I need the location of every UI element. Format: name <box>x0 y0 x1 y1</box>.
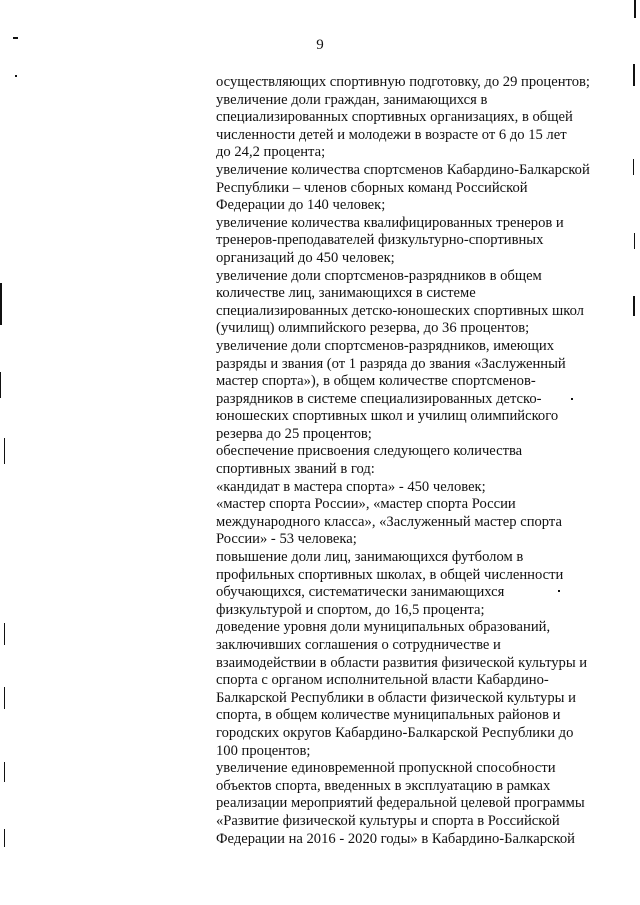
scan-mark <box>0 283 2 325</box>
text-line: разрядников в системе специализированных детско- <box>216 390 542 407</box>
text-line: тренеров-преподавателей физкультурно-спортивных <box>216 232 544 249</box>
text-line: увеличение доли спортсменов-разрядников в общем <box>216 267 542 284</box>
text-line: спортивных званий в год: <box>216 461 375 478</box>
text-line: увеличение доли граждан, занимающихся в <box>216 91 488 108</box>
text-line: увеличение количества квалифицированных тренеров и <box>216 214 564 231</box>
text-line: взаимодействии в области развития физической культуры и <box>216 654 588 671</box>
text-line: спорта, в общем количестве муниципальных районов и <box>216 707 561 724</box>
text-line: городских округов Кабардино-Балкарской Республики до <box>216 724 574 741</box>
document-body <box>216 74 626 848</box>
text-line: повышение доли лиц, занимающихся футболом в <box>216 549 524 566</box>
text-line: мастер спорта»), в общем количестве спортсменов- <box>216 373 536 390</box>
text-line: численности детей и молодежи в возрасте от 6 до 15 лет <box>216 126 567 143</box>
scan-mark <box>13 37 18 39</box>
text-line: обеспечение присвоения следующего количества <box>216 443 523 460</box>
text-line: спорта с органом исполнительной власти Кабардино- <box>216 672 549 689</box>
text-line: международного класса», «Заслуженный мастер спорта <box>216 513 562 530</box>
scan-mark <box>571 398 573 400</box>
scan-mark <box>15 75 17 77</box>
scan-mark <box>4 623 5 645</box>
scan-mark <box>634 233 635 249</box>
scan-mark <box>633 296 635 316</box>
text-line: доведение уровня доли муниципальных образований, <box>216 619 551 636</box>
text-line: специализированных спортивных организациях, в общей <box>216 109 573 126</box>
text-line: Федерации до 140 человек; <box>216 197 386 214</box>
text-line: 100 процентов; <box>216 742 311 759</box>
scan-mark <box>634 0 636 18</box>
text-line: юношеских спортивных школ и училищ олимпийского <box>216 408 559 425</box>
text-line: увеличение доли спортсменов-разрядников, имеющих <box>216 337 554 354</box>
text-line: Республики – членов сборных команд Российской <box>216 179 528 196</box>
text-line: количестве лиц, занимающихся в системе <box>216 285 476 302</box>
text-line: резерва до 25 процентов; <box>216 425 372 442</box>
scan-mark <box>4 687 5 709</box>
text-line: специализированных детско-юношеских спортивных школ <box>216 302 584 319</box>
text-line: «мастер спорта России», «мастер спорта России <box>216 496 516 513</box>
scan-mark <box>4 762 5 782</box>
text-line: обучающихся, систематически занимающихся <box>216 584 505 601</box>
text-line: профильных спортивных школах, в общей численности <box>216 566 564 583</box>
text-line: Федерации на 2016 - 2020 годы» в Кабардино-Балкарской <box>216 830 575 847</box>
text-line: Балкарской Республики в области физической культуры и <box>216 689 576 706</box>
scan-mark <box>4 829 5 847</box>
text-line: разряды и звания (от 1 разряда до звания «Заслуженный <box>216 355 566 372</box>
text-line: «Развитие физической культуры и спорта в Российской <box>216 812 560 829</box>
scan-mark <box>4 438 5 464</box>
text-line: до 24,2 процента; <box>216 144 326 161</box>
scan-mark <box>0 372 1 398</box>
scan-mark <box>633 159 634 175</box>
text-line: физкультурой и спортом, до 16,5 процента; <box>216 601 485 618</box>
scan-mark <box>558 590 560 592</box>
text-line: (училищ) олимпийского резерва, до 36 процентов; <box>216 320 530 337</box>
text-line: объектов спорта, введенных в эксплуатацию в рамках <box>216 777 551 794</box>
text-line: России» - 53 человека; <box>216 531 357 548</box>
text-line: увеличение количества спортсменов Кабардино-Балкарской <box>216 161 590 178</box>
text-line: организаций до 450 человек; <box>216 249 395 266</box>
text-line: заключивших соглашения о сотрудничестве и <box>216 637 501 653</box>
text-line: увеличение единовременной пропускной способности <box>216 760 556 777</box>
text-line: реализации мероприятий федеральной целевой программы <box>216 795 585 812</box>
text-line: осуществляющих спортивную подготовку, до 29 процентов; <box>216 74 590 90</box>
text-line: «кандидат в мастера спорта» - 450 человек; <box>216 478 486 495</box>
page-number: 9 <box>316 37 324 53</box>
scan-mark <box>633 64 635 86</box>
